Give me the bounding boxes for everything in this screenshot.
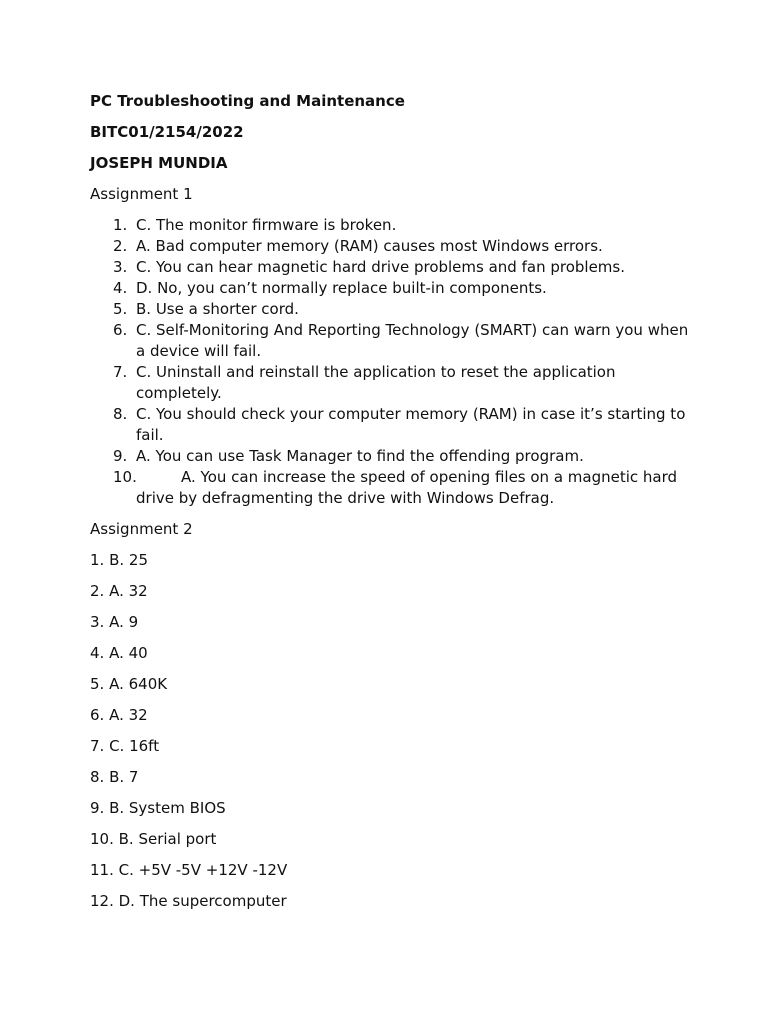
assignment1-answer-list [90, 215, 690, 509]
list-item: 1. B. 25 [90, 551, 148, 569]
list-item: 10. A. You can increase the speed of opening files on a magnetic hard drive by defragmenting the drive with Windows Defrag. [113, 468, 678, 507]
list-item: 2. A. Bad computer memory (RAM) causes most Windows errors. [113, 237, 603, 255]
list-item: 12. D. The supercomputer [90, 892, 287, 910]
list-item: 4. D. No, you can’t normally replace built-in components. [113, 279, 547, 297]
assignment1-heading: Assignment 1 [90, 185, 193, 203]
document-page [90, 91, 690, 922]
student-name: JOSEPH MUNDIA [90, 154, 228, 172]
list-item: 7. C. Uninstall and reinstall the application to reset the application completely. [113, 363, 616, 402]
list-item: 6. A. 32 [90, 706, 148, 724]
list-item: 7. C. 16ft [90, 737, 160, 755]
list-item: 1. C. The monitor firmware is broken. [113, 216, 397, 234]
registration-number: BITC01/2154/2022 [90, 123, 244, 141]
assignment2-heading: Assignment 2 [90, 520, 193, 538]
list-item: 6. C. Self-Monitoring And Reporting Technology (SMART) can warn you when a device will fail. [113, 321, 689, 360]
list-item: 5. A. 640K [90, 675, 168, 693]
list-item: 2. A. 32 [90, 582, 148, 600]
list-item: 11. C. +5V -5V +12V -12V [90, 861, 288, 879]
list-item: 3. C. You can hear magnetic hard drive problems and fan problems. [113, 258, 625, 276]
list-item: 5. B. Use a shorter cord. [113, 300, 299, 318]
list-item: 8. C. You should check your computer memory (RAM) in case it’s starting to fail. [113, 405, 686, 444]
list-item: 3. A. 9 [90, 613, 139, 631]
list-item: 9. A. You can use Task Manager to find the offending program. [113, 447, 584, 465]
list-item: 9. B. System BIOS [90, 799, 226, 817]
list-item: 8. B. 7 [90, 768, 139, 786]
list-item: 4. A. 40 [90, 644, 148, 662]
assignment2-answer-list [90, 550, 690, 912]
list-item: 10. B. Serial port [90, 830, 217, 848]
course-title: PC Troubleshooting and Maintenance [90, 92, 405, 110]
